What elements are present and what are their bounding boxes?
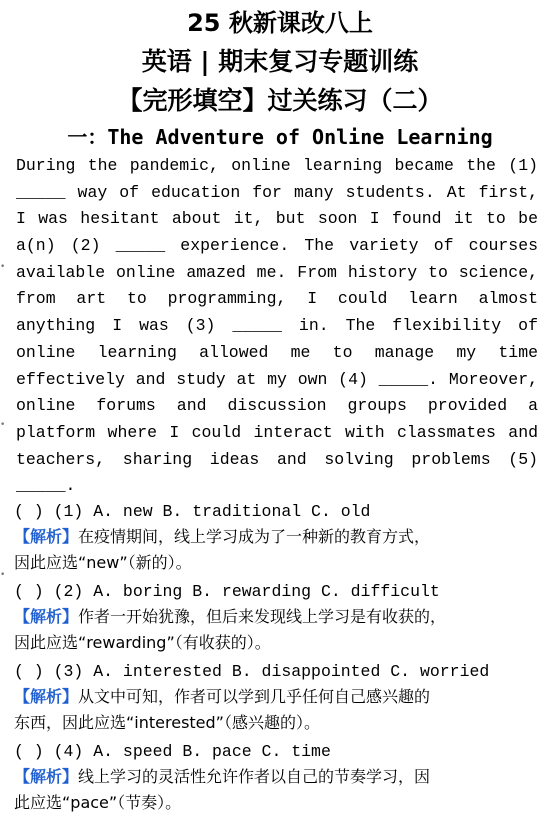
margin-binding-mark: • (0, 262, 6, 272)
passage-line: teachers, sharing ideas and solving problems (5) (16, 449, 538, 469)
analysis-line: 此应选“pace”（节奏）。 (14, 793, 182, 812)
passage-line: from art to programming, I could learn almost (16, 289, 538, 309)
course-title: 25 秋新课改八上 (187, 9, 373, 37)
analysis-text: 线上学习的灵活性允许作者以自己的节奏学习，因 (78, 767, 431, 786)
passage-line: _____. (16, 476, 76, 496)
passage-line: _____ way of education for many students. At first, (16, 182, 538, 202)
exercise-title: 【完形填空】过关练习（二） (117, 86, 443, 115)
analysis-line (14, 524, 544, 550)
analysis-label: 【解析】 (14, 607, 79, 626)
analysis-text: 作者一开始犹豫，但后来发现线上学习是有收获的， (78, 607, 447, 626)
passage-line: available online amazed me. From history to science, (16, 262, 538, 282)
analysis (14, 524, 544, 576)
analysis-text: 在疫情期间，线上学习成为了一种新的教育方式， (78, 527, 431, 546)
passage-line: online forums and discussion groups provided a (16, 396, 538, 416)
margin-binding-mark: • (0, 420, 6, 430)
analysis-text: 从文中可知，作者可以学到几乎任何自己感兴趣的 (78, 687, 431, 706)
cloze-passage (16, 153, 538, 500)
analysis (14, 764, 544, 816)
question-line: ( ) (4) A. speed B. pace C. time (14, 742, 331, 761)
margin-binding-mark: • (0, 570, 6, 580)
subject-title: 英语 | 期末复习专题训练 (141, 47, 419, 76)
analysis-line (14, 764, 544, 790)
passage-line: online learning allowed me to manage my time (16, 342, 538, 362)
question-line: ( ) (2) A. boring B. rewarding C. difficult (14, 582, 440, 601)
question-block-2 (14, 580, 544, 656)
question-block-3 (14, 660, 544, 736)
question-block-4 (14, 740, 544, 816)
question-line: ( ) (3) A. interested B. disappointed C. worried (14, 662, 490, 681)
passage-title-text: ：The Adventure of Online Learning (87, 125, 493, 149)
passage-line: anything I was (3) _____ in. The flexibility of (16, 316, 538, 336)
passage-line: a(n) (2) _____ experience. The variety of courses (16, 236, 538, 256)
analysis-label: 【解析】 (14, 527, 79, 546)
question-block-1 (14, 500, 544, 576)
analysis (14, 604, 544, 656)
analysis-line: 东西，因此应选“interested”（感兴趣的）。 (14, 713, 320, 732)
analysis-line (14, 604, 544, 630)
passage-line: platform where I could interact with classmates and (16, 422, 538, 442)
analysis-label: 【解析】 (14, 687, 79, 706)
analysis (14, 684, 544, 736)
passage-line: effectively and study at my own (4) _____. Moreover, (16, 369, 538, 389)
passage-line: During the pandemic, online learning became the (1) (16, 156, 538, 175)
analysis-line (14, 684, 544, 710)
passage-title (0, 124, 560, 150)
analysis-line: 因此应选“new”（新的）。 (14, 553, 192, 572)
analysis-line: 因此应选“rewarding”（有收获的）。 (14, 633, 271, 652)
question-line: ( ) (1) A. new B. traditional C. old (14, 502, 371, 521)
passage-line: I was hesitant about it, but soon I found it to be (16, 209, 538, 229)
section-number: 一 (67, 125, 88, 149)
analysis-label: 【解析】 (14, 767, 79, 786)
